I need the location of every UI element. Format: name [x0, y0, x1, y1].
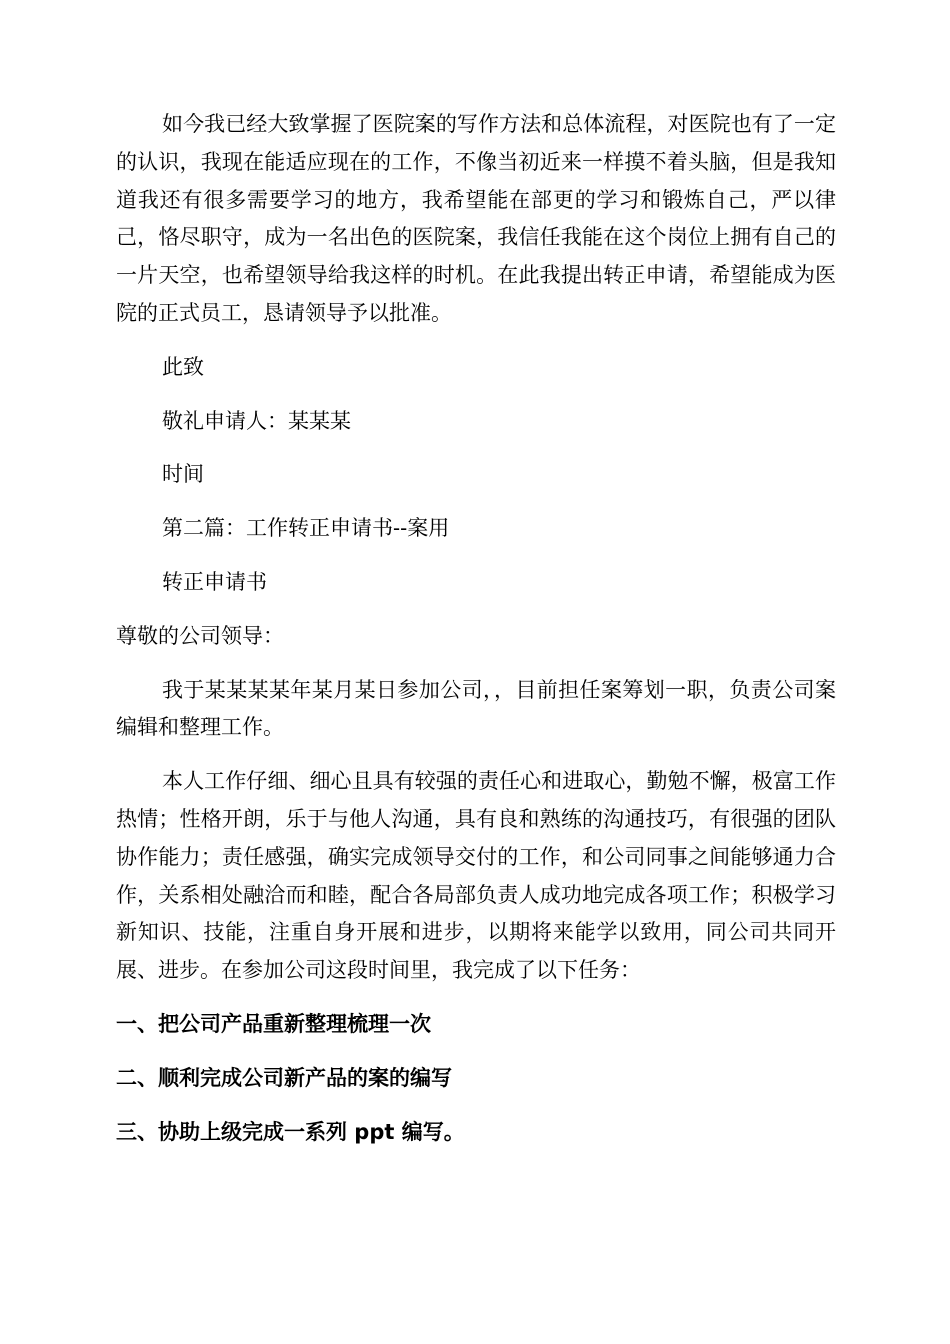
- closing-regards: 此致: [162, 354, 204, 379]
- salutation: 尊敬的公司领导：: [116, 623, 284, 648]
- body-paragraph-1: 如今我已经大致掌握了医院案的写作方法和总体流程，对医院也有了一定的认识，我现在能适应现在的工作，不像当初近来一样摸不着头脑，但是我知道我还有很多需要学习的地方，我希望能在部更的学习和锻炼自己，严以律己，恪尽职守，成为一名出色的医院案，我信任我能在这个岗位上拥有自己的一片天空，也希望领导给我这样的时机。在此我提出转正申请，希望能成为医院的正式员工，恳请领导予以批准。: [116, 112, 836, 325]
- closing-signature: 敬礼申请人：某某某: [162, 408, 351, 433]
- task-item-3: 三、协助上级完成一系列 ppt 编写。: [116, 1119, 465, 1144]
- section-title: 第二篇：工作转正申请书--案用: [162, 516, 450, 541]
- closing-date: 时间: [162, 462, 204, 487]
- document-title: 转正申请书: [162, 569, 267, 594]
- task-item-1: 一、把公司产品重新整理梳理一次: [116, 1011, 431, 1036]
- task-item-2: 二、顺利完成公司新产品的案的编写: [116, 1065, 452, 1090]
- body-paragraph-3: 本人工作仔细、细心且具有较强的责任心和进取心，勤勉不懈，极富工作热情；性格开朗，乐于与他人沟通，具有良和熟练的沟通技巧，有很强的团队协作能力；责任感强，确实完成领导交付的工作，和公司同事之间能够通力合作，关系相处融洽而和睦，配合各局部负责人成功地完成各项工作；积极学习新知识、技能，注重自身开展和进步，以期将来能学以致用，同公司共同开展、进步。在参加公司这段时间里，我完成了以下任务：: [116, 769, 836, 983]
- body-paragraph-2: 我于某某某某年某月某日参加公司，，目前担任案筹划一职，负责公司案编辑和整理工作。: [116, 677, 836, 740]
- document-page: [116, 106, 836, 1167]
